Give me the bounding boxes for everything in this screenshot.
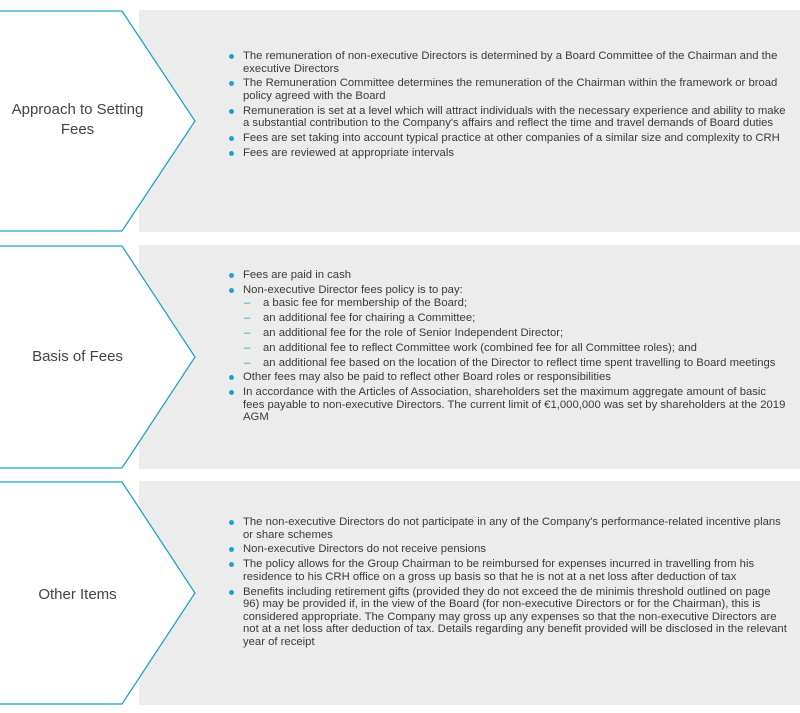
section-other-items: [0, 481, 800, 705]
list-item: In accordance with the Articles of Association, shareholders set the maximum aggregate amount of basic fees payable to non-executive Directors. The current limit of €1,000,000 was set by shareholders at the 2019 AGM: [229, 386, 789, 424]
sub-list-item: – an additional fee for chairing a Committee;: [243, 312, 789, 325]
sub-list-item: – a basic fee for membership of the Board;: [243, 297, 789, 310]
list-item: Benefits including retirement gifts (provided they do not exceed the de minimis threshold outlined on page 96) may be provided if, in the view of the Board (for non-executive Directors or for the Chairman), this is considered appropriate. The Company may gross up any expenses so that the non-executive Directors are not at a net loss after deduction of tax. Details regarding any benefit provided will be disclosed in the relevant year of receipt: [229, 586, 789, 649]
sub-list-item: – an additional fee to reflect Committee work (combined fee for all Committee roles); and: [243, 342, 789, 355]
section-basis-of-fees: [0, 245, 800, 469]
sub-list-item: – an additional fee for the role of Senior Independent Director;: [243, 327, 789, 340]
list-item: Fees are reviewed at appropriate intervals: [229, 147, 789, 160]
list-item: Fees are set taking into account typical practice at other companies of a similar size and complexity to CRH: [229, 132, 789, 145]
list-item: Fees are paid in cash: [229, 269, 789, 282]
sub-list: [243, 297, 789, 369]
list-item: The remuneration of non-executive Directors is determined by a Board Committee of the Chairman and the executive Directors: [229, 50, 789, 75]
list-item: The policy allows for the Group Chairman to be reimbursed for expenses incurred in travelling from his residence to his CRH office on a gross up basis so that he is not at a net loss after deduction of tax: [229, 558, 789, 583]
section-label: Other Items: [38, 586, 117, 603]
list-item: Other fees may also be paid to reflect other Board roles or responsibilities: [229, 371, 789, 384]
list-item: The non-executive Directors do not participate in any of the Company's performance-related incentive plans or share schemes: [229, 516, 789, 541]
section-approach-to-setting-fees: [0, 10, 800, 232]
list-item: Remuneration is set at a level which will attract individuals with the necessary experience and ability to make a substantial contribution to the Company's affairs and reflect the time and travel demands of Board duties: [229, 105, 789, 130]
section-label: Basis of Fees: [32, 348, 123, 365]
section-content: [229, 50, 789, 162]
list-item: Non-executive Directors do not receive pensions: [229, 543, 789, 556]
sub-list-item: – an additional fee based on the location of the Director to reflect time spent travelling to Board meetings: [243, 357, 789, 370]
list-item: The Remuneration Committee determines the remuneration of the Chairman within the framework or broad policy agreed with the Board: [229, 77, 789, 102]
section-content: [229, 269, 789, 426]
section-label: Approach to Setting Fees: [11, 101, 144, 138]
list-item: [229, 284, 789, 369]
section-content: [229, 516, 789, 651]
list-item-text: Non-executive Director fees policy is to pay:: [243, 283, 463, 296]
